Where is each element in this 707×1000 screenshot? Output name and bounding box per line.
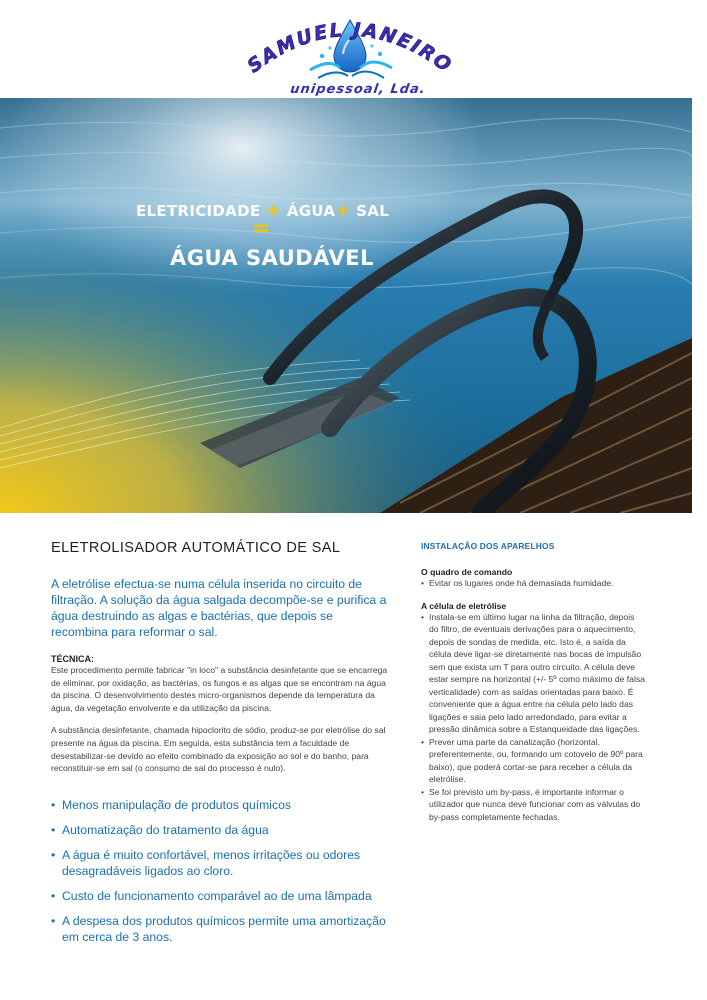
logo-graphic	[240, 8, 460, 88]
right-column	[421, 541, 646, 823]
bullet-icon: •	[51, 888, 56, 903]
equals-sign: =	[252, 216, 271, 241]
list-item-text: Instala-se em último lugar na linha da filtração, depois do filtro, de eventuais derivações para o aquecimento, depois de sondas de medida, etc. Isto é, a saída da célula deve ligar-se diretamente nas bocas de impulsão sem que exista um T para outro circuito. A célula deve estar sempre na horizontal (+/- 5º como máximo de falsa verticalidade) com as saídas orientadas para baixo. É conveniente que a água entre na célula pelo lado das ligações e saia pelo lado arredondado, para evitar a pressão dinâmica sobre a Estanqueidade das ligações.	[429, 611, 645, 734]
pool-ladder-photo	[0, 98, 692, 513]
benefit-text: Menos manipulação de produtos químicos	[62, 797, 291, 812]
hero-banner	[0, 98, 692, 513]
hero-result: ÁGUA SAUDÁVEL	[170, 246, 374, 270]
list-item	[51, 847, 391, 879]
benefit-text: Automatização do tratamento da água	[62, 822, 269, 837]
plus-sign: +	[265, 200, 282, 221]
hero-word-water: ÁGUA	[286, 202, 336, 220]
hero-word-electricity: ELETRICIDADE	[136, 202, 261, 220]
list-item-text: Evitar os lugares onde há demasiada humidade.	[429, 578, 614, 588]
cell-list	[421, 611, 646, 824]
list-item	[421, 736, 646, 786]
left-column	[51, 540, 391, 954]
cell-heading: A célula de eletrólise	[421, 600, 507, 611]
bullet-icon: •	[51, 822, 56, 837]
installation-title: INSTALAÇÃO DOS APARELHOS	[421, 541, 555, 551]
company-logo	[240, 8, 460, 98]
list-item	[421, 611, 646, 736]
technical-paragraph: Este procedimento permite fabricar "in loco" a substância desinfetante que se encarrega de eliminar, por oxidação, as bactérias, os fungos e as algas que se encontram na água da piscina. O desenvolvimento destes micro-organismos depende da temperatura da água, da vegetação envolvente e da utilização da piscina.	[51, 665, 388, 713]
list-item-text: Prever uma parte da canalização (horizontal, preferentemente, ou, formando um cotovelo de 90º para baixo), que poderá cortar-se para receber a célula da eletrólise.	[429, 736, 643, 784]
list-item-text: Se foi previsto um by-pass, é importante informar o utilizador que nunca deve funcionar com as válvulas do by-pass completamente fechadas.	[429, 786, 641, 822]
bullet-icon: •	[421, 578, 425, 588]
bullet-icon: •	[51, 797, 56, 812]
bullet-icon: •	[51, 847, 56, 862]
list-item	[51, 913, 391, 945]
technical-heading: TÉCNICA:	[51, 654, 94, 664]
list-item	[51, 822, 391, 838]
benefit-text: A água é muito confortável, menos irritações ou odores desagradáveis ligados ao cloro.	[62, 847, 361, 878]
list-item	[51, 797, 391, 813]
page-title: ELETROLISADOR AUTOMÁTICO DE SAL	[51, 540, 341, 556]
benefit-text: Custo de funcionamento comparável ao de uma lâmpada	[62, 888, 372, 903]
control-panel-heading: O quadro de comando	[421, 567, 513, 577]
hero-word-salt: SAL	[356, 202, 390, 220]
benefits-list	[51, 797, 391, 945]
plus-sign: +	[335, 200, 351, 221]
list-item	[421, 786, 646, 824]
svg-text:SAMUEL JANEIRO: SAMUEL JANEIRO	[243, 18, 457, 78]
bullet-icon: •	[421, 736, 425, 747]
technical-paragraph: A substância desinfetante, chamada hipoclorito de sódio, produz-se por eletrólise do sal presente na água da piscina. Em seguida, esta substância tem a faculdade de desestabilizar-se devido ao efeito combinado da exposição ao sol e do banho, para reconstituir-se em sal (o consumo de sal do processo é nulo).	[51, 725, 386, 774]
bullet-icon: •	[421, 611, 425, 622]
list-item	[51, 888, 391, 904]
intro-paragraph: A eletrólise efectua-se numa célula inserida no circuito de filtração. A solução da água salgada decompõe-se e purifica a água destruindo as algas e bactérias, que depois se recombina para reformar o sal.	[51, 577, 387, 639]
benefit-text: A despesa dos produtos químicos permite uma amortização em cerca de 3 anos.	[62, 913, 386, 944]
logo-subtitle: unipessoal, Lda.	[289, 82, 427, 97]
bullet-icon: •	[51, 913, 56, 928]
list-item	[421, 577, 646, 590]
bullet-icon: •	[421, 786, 425, 797]
control-panel-list	[421, 577, 646, 590]
